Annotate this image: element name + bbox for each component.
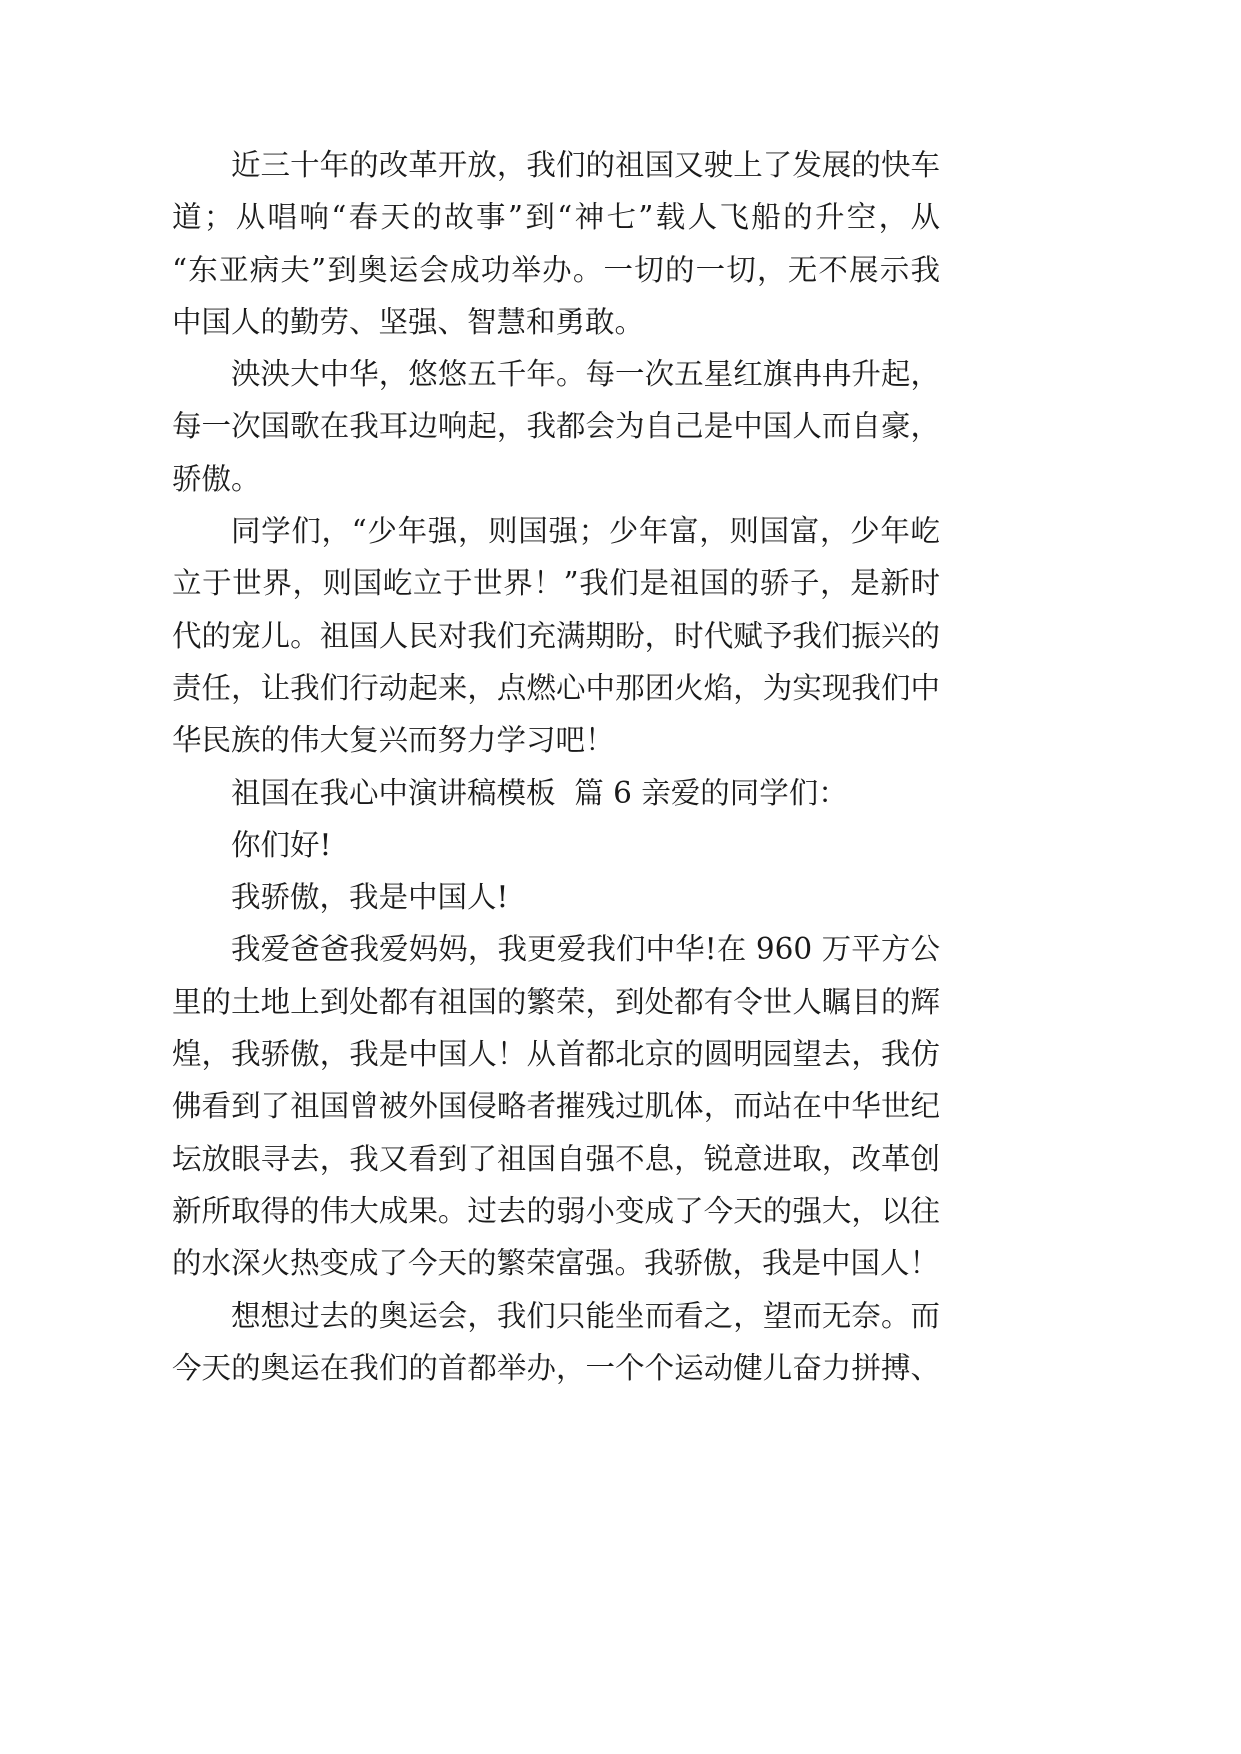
- text-line: 煌，我骄傲，我是中国人！从首都北京的圆明园望去，我仿: [172, 1037, 940, 1072]
- text-line: 中国人的勤劳、坚强、智慧和勇敢。: [172, 304, 645, 339]
- text-line: 我骄傲，我是中国人!: [231, 880, 509, 915]
- text-line: 道；从唱响“春天的故事”到“神七”载人飞船的升空，从: [172, 200, 940, 235]
- text-line: 新所取得的伟大成果。过去的弱小变成了今天的强大，以往: [172, 1193, 940, 1228]
- text-line: 近三十年的改革开放，我们的祖国又驶上了发展的快车: [231, 148, 940, 182]
- paragraph: [172, 505, 940, 766]
- text-line: 今天的奥运在我们的首都举办，一个个运动健儿奋力拼搏、: [172, 1350, 940, 1385]
- text-line: 代的宠儿。祖国人民对我们充满期盼，时代赋予我们振兴的: [172, 618, 940, 653]
- text-line: “东亚病夫”到奥运会成功举办。一切的一切，无不展示我: [172, 252, 940, 287]
- text-line: 坛放眼寻去，我又看到了祖国自强不息，锐意进取，改革创: [172, 1141, 940, 1176]
- paragraph: [172, 1290, 940, 1395]
- text-line: 我爱爸爸我爱妈妈，我更爱我们中华!在 960 万平方公: [231, 932, 940, 967]
- text-line: 里的土地上到处都有祖国的繁荣，到处都有令世人瞩目的辉: [172, 984, 940, 1019]
- text-line: 泱泱大中华，悠悠五千年。每一次五星红旗冉冉升起，: [231, 357, 940, 392]
- text-line: 你们好!: [231, 827, 332, 862]
- paragraph: [172, 923, 940, 1289]
- text-line: 华民族的伟大复兴而努力学习吧！: [172, 723, 615, 758]
- text-line: 立于世界，则国屹立于世界！”我们是祖国的骄子，是新时: [172, 566, 940, 601]
- text-line: 想想过去的奥运会，我们只能坐而看之，望而无奈。而: [231, 1298, 940, 1333]
- text-line: 同学们，“少年强，则国强；少年富，则国富，少年屹: [231, 514, 940, 549]
- paragraph: [172, 348, 940, 505]
- text-line: 骄傲。: [172, 461, 261, 496]
- paragraph: [172, 819, 940, 871]
- paragraph: [172, 139, 940, 348]
- document-page: [172, 139, 940, 1394]
- text-line: 的水深火热变成了今天的繁荣富强。我骄傲，我是中国人！: [172, 1246, 940, 1281]
- text-line: 每一次国歌在我耳边响起，我都会为自己是中国人而自豪，: [172, 409, 940, 444]
- text-line: 祖国在我心中演讲稿模板 篇 6 亲爱的同学们：: [231, 775, 848, 810]
- paragraph: [172, 871, 940, 923]
- paragraph: [172, 767, 940, 819]
- text-line: 责任，让我们行动起来，点燃心中那团火焰，为实现我们中: [172, 670, 940, 705]
- text-line: 佛看到了祖国曾被外国侵略者摧残过肌体，而站在中华世纪: [172, 1089, 940, 1124]
